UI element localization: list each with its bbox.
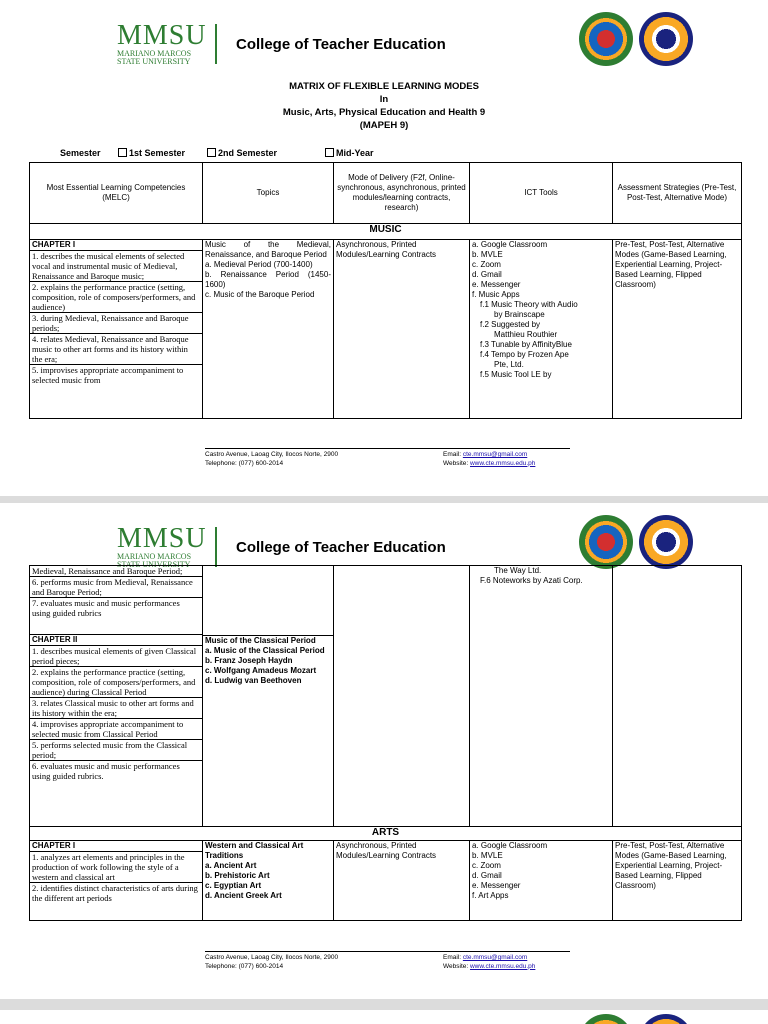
music-ict-cell: a. Google Classroom b. MVLE c. Zoom d. Gmail e. Messenger f. Music Apps f.1 Music Theory with Audio by Brainscape f.2 Suggested by Matthieu Routhier f.3 Tunable by AffinityBlue f.4 Tempo by Frozen Ape Pte, Ltd. f.5 Music Tool LE by — [470, 240, 613, 419]
checkbox-icon — [325, 148, 334, 157]
matrix-table-continued — [29, 565, 742, 921]
semester-option-1[interactable]: 1st Semester — [118, 148, 185, 158]
document-page-3 — [0, 1010, 768, 1024]
col-header-topics: Topics — [203, 163, 334, 224]
arts-assess-cell: Pre-Test, Post-Test, Alternative Modes (Game-Based Learning, Experiential Learning, Project-Based Learning, Flipped Classroom) — [613, 841, 742, 921]
arts-melc-cell: CHAPTER I 1. analyzes art elements and principles in the production of work following the style of a western and classical art 2. identifies distinct characteristics of arts during the different art periods — [30, 841, 203, 921]
college-name: College of Teacher Education — [236, 539, 446, 556]
matrix-table — [29, 162, 742, 419]
college-seal-icon — [639, 1014, 693, 1024]
footer: Castro Avenue, Laoag City, Ilocos Norte, 2900 Telephone: (077) 600-2014 Email: cte.mmsu@gmail.com Website: www.cte.mmsu.edu.ph — [205, 448, 570, 449]
music-topics-cell: Music of the Medieval, Renaissance, and Baroque Period a. Medieval Period (700-1400) b. Renaissance Period (1450-1600) c. Music of the Baroque Period — [203, 240, 334, 419]
col-header-mode: Mode of Delivery (F2f, Online-synchronous, asynchronous, printed modules/learning contracts, research) — [334, 163, 470, 224]
col-header-melc: Most Essential Learning Competencies (MELC) — [30, 163, 203, 224]
semester-option-3[interactable]: Mid-Year — [325, 148, 374, 158]
website-link[interactable]: www.cte.mmsu.edu.ph — [469, 459, 536, 467]
document-page-1 — [0, 0, 768, 496]
ch2-melc-cell: CHAPTER II 1. describes musical elements of given Classical period pieces; 2. explains the performance practice (setting, composition, role of composers/performers, and audience) during Classical Period 3. relates Classical music to other art forms and its history within the era; 4. improvises appropriate accompaniment to selected music from Classical Period 5. performs selected music from the Classical period; 6. evaluates music and music performances using guided rubrics. — [30, 635, 203, 827]
section-music: MUSIC — [30, 224, 742, 240]
music-assess-cell: Pre-Test, Post-Test, Alternative Modes (Game-Based Learning, Experiential Learning, Project-Based Learning, Flipped Classroom) — [613, 240, 742, 419]
arts-ict-cell: a. Google Classroom b. MVLE c. Zoom d. Gmail e. Messenger f. Art Apps — [470, 841, 613, 921]
col-header-ict: ICT Tools — [470, 163, 613, 224]
music-melc-cell: CHAPTER I 1. describes the musical elements of selected vocal and instrumental music of Medieval, Renaissance and Baroque music; 2. explains the performance practice (setting, composition, role of composers/performers, and audience) 3. during Medieval, Renaissance and Baroque periods; 4. relates Medieval, Renaissance and Baroque music to other art forms and its history within the era; 5. improvises appropriate accompaniment to selected music from — [30, 240, 203, 419]
mmsu-logo: MMSU MARIANO MARCOS STATE UNIVERSITY — [117, 22, 221, 64]
topics-cont-cell: Music of the Classical Period a. Music of the Classical Period b. Franz Joseph Haydn c. Wolfgang Amadeus Mozart d. Ludwig van Beethoven — [203, 566, 334, 827]
university-seal-icon — [579, 515, 633, 569]
checkbox-icon — [207, 148, 216, 157]
semester-option-2[interactable]: 2nd Semester — [207, 148, 277, 158]
college-seal-icon — [639, 12, 693, 66]
mode-cont-cell — [334, 566, 470, 827]
college-name: College of Teacher Education — [236, 36, 446, 53]
mmsu-logo: MMSU MARIANO MARCOS STATE UNIVERSITY — [117, 525, 221, 567]
college-seal-icon — [639, 515, 693, 569]
section-arts: ARTS — [30, 827, 742, 841]
email-link[interactable]: cte.mmsu@gmail.com — [462, 954, 528, 961]
ict-cont-cell: The Way Ltd. F.6 Noteworks by Azati Corp. — [470, 566, 613, 827]
email-link[interactable]: cte.mmsu@gmail.com — [462, 451, 528, 458]
assess-cont-cell — [613, 566, 742, 827]
col-header-assess: Assessment Strategies (Pre-Test, Post-Test, Alternative Mode) — [613, 163, 742, 224]
website-link[interactable]: www.cte.mmsu.edu.ph — [469, 962, 536, 970]
footer: Castro Avenue, Laoag City, Ilocos Norte, 2900 Telephone: (077) 600-2014 Email: cte.mmsu@gmail.com Website: www.cte.mmsu.edu.ph — [205, 951, 570, 952]
semester-label: Semester — [60, 148, 101, 158]
university-seal-icon — [579, 12, 633, 66]
checkbox-icon — [118, 148, 127, 157]
university-seal-icon — [579, 1014, 633, 1024]
music-melc-cont-cell: Medieval, Renaissance and Baroque Period; 6. performs music from Medieval, Renaissance and Baroque Period; 7. evaluates music and music performances using guided rubrics — [30, 566, 203, 635]
music-mode-cell: Asynchronous, Printed Modules/Learning Contracts — [334, 240, 470, 419]
arts-topics-cell: Western and Classical Art Traditions a. Ancient Art b. Prehistoric Art c. Egyptian Art d. Ancient Greek Art — [203, 841, 334, 921]
document-page-2 — [0, 503, 768, 999]
arts-mode-cell: Asynchronous, Printed Modules/Learning Contracts — [334, 841, 470, 921]
document-title: MATRIX OF FLEXIBLE LEARNING MODES In Music, Arts, Physical Education and Health 9 (MAPEH 9) — [282, 81, 486, 131]
